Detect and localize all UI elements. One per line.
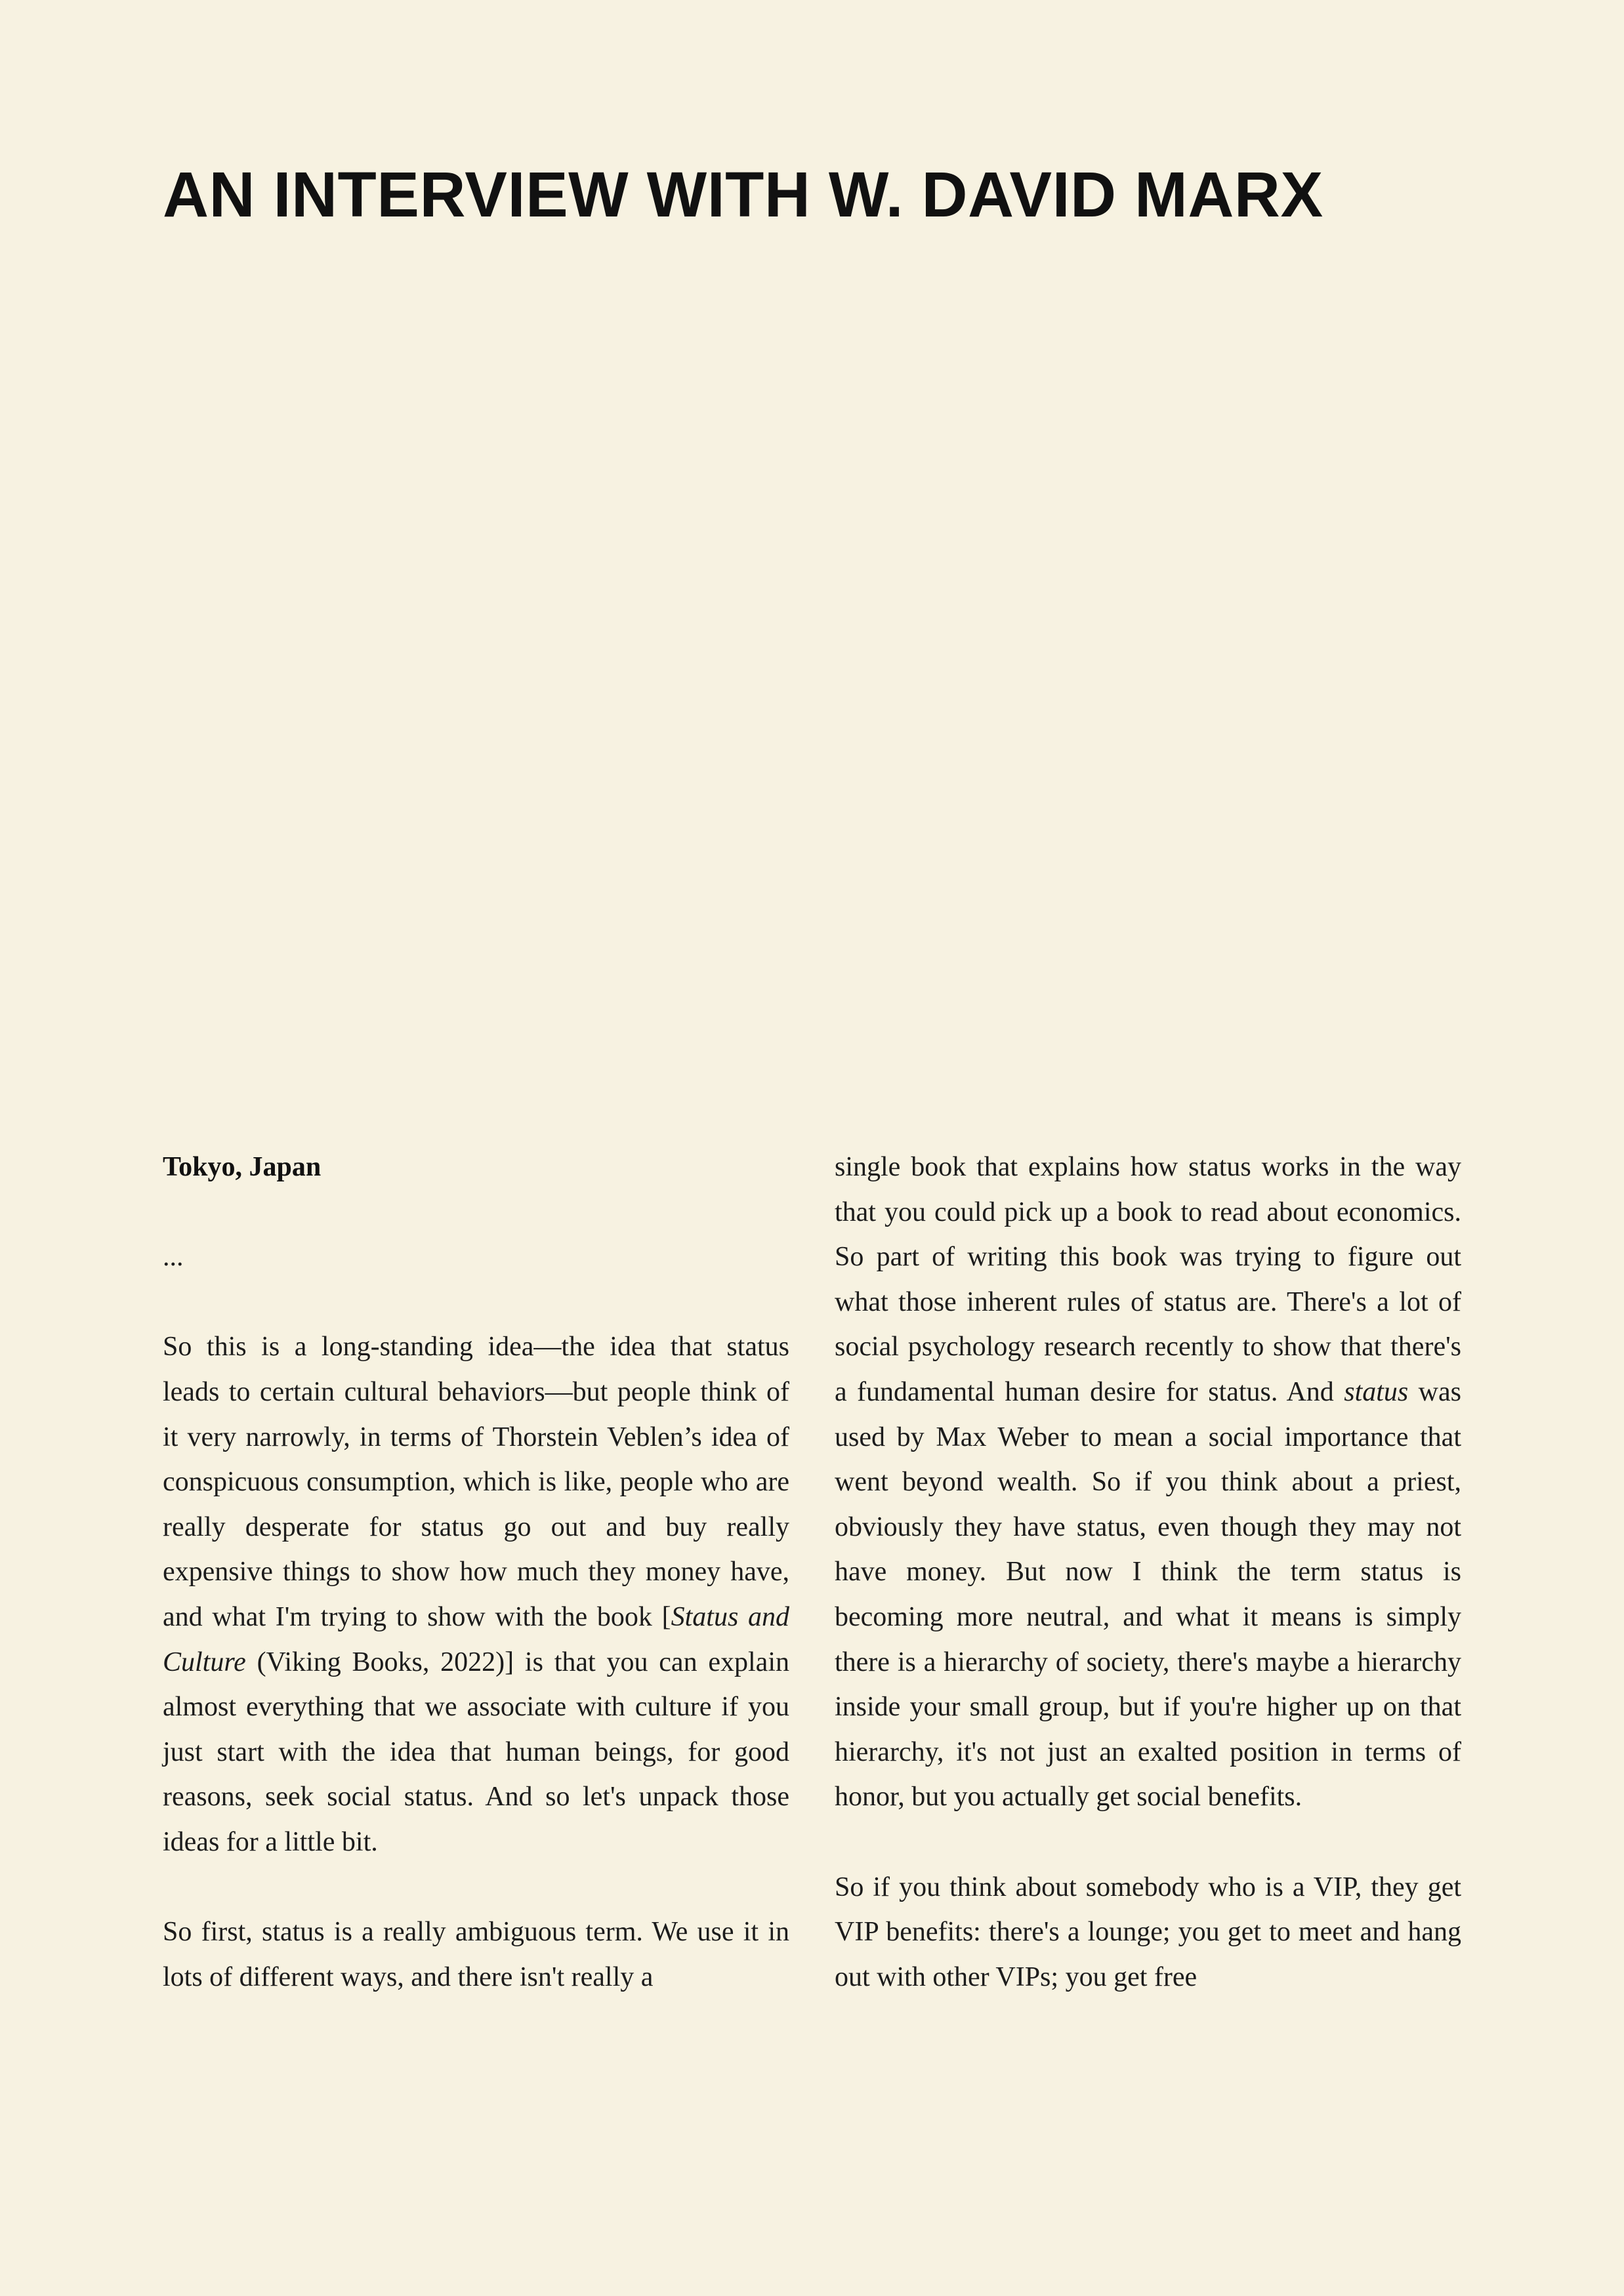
location-dateline: Tokyo, Japan xyxy=(163,1152,322,1182)
paragraph-2-start: So first, status is a really ambiguous term. We use it in lots of different ways, and there isn't really a xyxy=(163,1917,789,1992)
article-column-right xyxy=(835,1145,1461,1999)
paragraph-1-text-b: (Viking Books, 2022)] is that you can explain almost everything that we associate with culture if you just start with the idea that human beings, for good reasons, seek social status. And so let's unpack those ideas for a little bit. xyxy=(163,1647,789,1857)
spacer xyxy=(163,1190,789,1235)
spacer xyxy=(163,1865,789,1910)
spacer xyxy=(835,1820,1461,1865)
page-title: AN INTERVIEW WITH W. DAVID MARX xyxy=(163,159,1323,230)
status-term: status xyxy=(1344,1376,1409,1407)
paragraph-1 xyxy=(163,1324,789,1864)
paragraph-2-text-a: single book that explains how status works in the way that you could pick up a book to read about economics. So part of writing this book was trying to figure out what those inherent rules of status are. There's a lot of social psychology research recently to show that there's a fundamental human desire for status. And xyxy=(835,1152,1461,1407)
paragraph-1-text-a: So this is a long-standing idea—the idea that status leads to certain cultural behaviors—but people think of it very narrowly, in terms of Thorstein Veblen’s idea of conspicuous consumption, which is like, people who are really desperate for status go out and buy really expensive things to show how much they money have, and what I'm trying to show with the book [ xyxy=(163,1332,789,1632)
ellipsis: ... xyxy=(163,1242,184,1273)
paragraph-2-text-b: was used by Max Weber to mean a social importance that went beyond wealth. So if you think about a priest, obviously they have status, even though they may not have money. But now I think the term status is becoming more neutral, and what it means is simply there is a hierarchy of society, there's maybe a hierarchy inside your small group, but if you're higher up on that hierarchy, it's not just an exalted position in terms of honor, but you actually get social benefits. xyxy=(835,1376,1461,1813)
spacer xyxy=(163,1280,789,1325)
paragraph-2-continued xyxy=(835,1145,1461,1820)
paragraph-3: So if you think about somebody who is a VIP, they get VIP benefits: there's a lounge; you get to meet and hang out with other VIPs; you get free xyxy=(835,1872,1461,1992)
article-column-left xyxy=(163,1145,789,1999)
book-title: Status and Culture xyxy=(163,1601,790,1677)
